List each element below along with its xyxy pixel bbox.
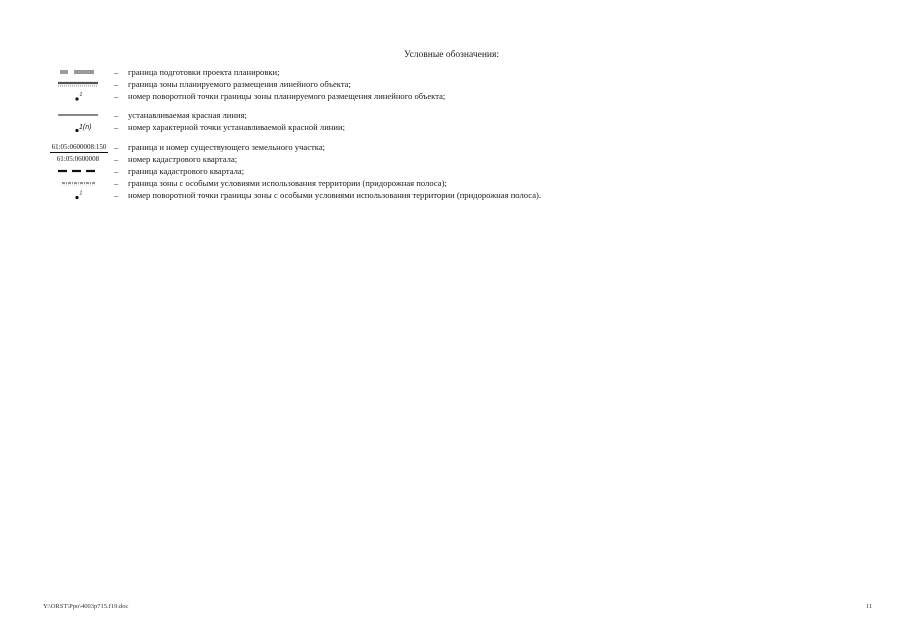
legend-dash: – (114, 142, 119, 152)
legend-description: граница зоны с особыми условиями использования территории (придорожная полоса); (128, 178, 447, 188)
legend-description: номер характерной точки устанавливаемой красной линии; (128, 122, 345, 132)
land-parcel-label: 61:05:0600008:150 (51, 143, 107, 151)
land-parcel-symbol (48, 142, 108, 153)
zone-boundary-symbol (48, 79, 108, 90)
cadastral-quarter-label: 61:05:0600008 (56, 155, 100, 163)
legend-dash: – (114, 178, 119, 188)
legend-dash: – (114, 154, 119, 164)
legend-description: устанавливаемая красная линия; (128, 110, 247, 120)
legend-dash: – (114, 91, 119, 101)
project-boundary-symbol (48, 67, 108, 78)
legend-dash: – (114, 110, 119, 120)
legend-dash: – (114, 79, 119, 89)
legend-dash: – (114, 67, 119, 77)
legend-description: граница зоны планируемого размещения линейного объекта; (128, 79, 351, 89)
page-number: 11 (866, 603, 873, 610)
legend-description: номер поворотной точки границы зоны планируемого размещения линейного объекта; (128, 91, 446, 101)
cadastral-quarter-number-symbol (48, 154, 108, 165)
turning-point-label: 1 (79, 92, 83, 98)
legend-description: номер поворотной точки границы зоны с особыми условиями использования территории (придорожная полоса). (128, 190, 542, 200)
red-line-point-symbol (48, 122, 108, 133)
legend-description: граница кадастрового квартала; (128, 166, 245, 176)
roadside-turning-point-label: 1 (79, 190, 83, 197)
legend-title: Условные обозначения: (404, 50, 500, 60)
roadside-turning-point-symbol (48, 190, 108, 201)
legend-dash: – (114, 190, 119, 200)
red-line-symbol (48, 110, 108, 121)
red-line-point-label: 1(n) (79, 124, 92, 131)
file-path: Y:\ORST\Ppo\4003p715.f19.doc (43, 603, 129, 610)
cadastral-boundary-symbol (48, 166, 108, 177)
legend-description: номер кадастрового квартала; (128, 154, 238, 164)
legend-dash: – (114, 166, 119, 176)
roadside-zone-symbol (48, 178, 108, 189)
turning-point-symbol (48, 91, 108, 102)
legend-description: граница и номер существующего земельного участка; (128, 142, 326, 152)
legend-description: граница подготовки проекта планировки; (128, 67, 280, 77)
legend-dash: – (114, 122, 119, 132)
